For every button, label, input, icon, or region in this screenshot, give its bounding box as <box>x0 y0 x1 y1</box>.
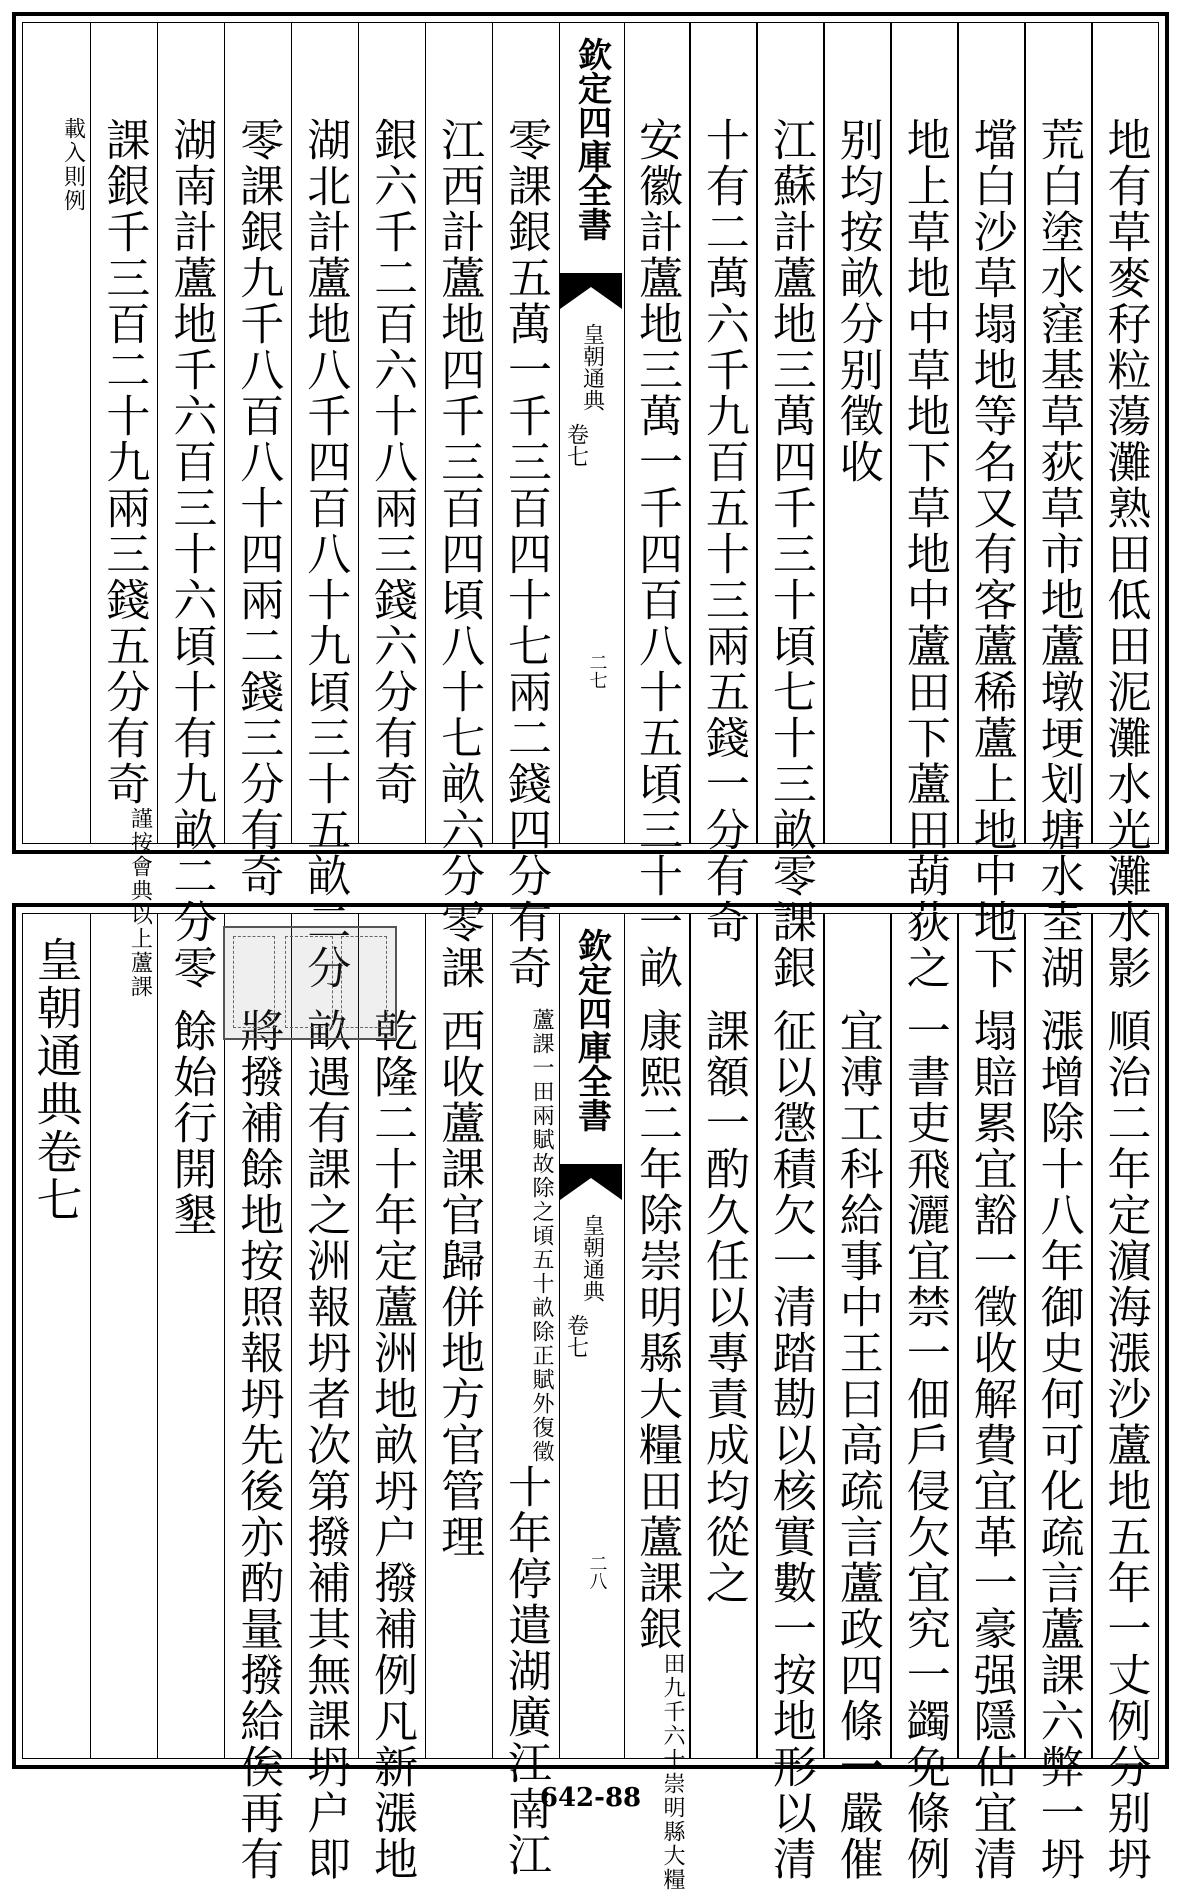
column-main-text: 宜溥工科給事中王曰高疏言蘆政四條一嚴催 <box>831 1008 883 1882</box>
column-text <box>362 1008 420 1882</box>
column-rule <box>492 914 494 1758</box>
column-text <box>496 1008 554 1878</box>
bottom-text-column <box>224 914 291 1882</box>
column-text <box>1029 1008 1087 1882</box>
column-rule <box>90 23 92 843</box>
inline-note <box>60 117 85 213</box>
column-text <box>295 1008 353 1882</box>
book-title: 欽定四庫全書 <box>571 37 612 241</box>
column-text <box>228 1008 286 1882</box>
column-text <box>496 117 554 991</box>
column-main-text: 壋白沙草塌地等名又有客蘆稀蘆上地中地下 <box>965 117 1017 991</box>
top-text-column <box>425 23 492 991</box>
column-rule <box>224 23 226 843</box>
bottom-text-column <box>957 914 1024 1882</box>
column-rule <box>823 23 825 843</box>
bottom-text-column <box>890 914 957 1882</box>
column-main-text: 順治二年定濵海漲沙蘆地五年一丈例分别坍 <box>1099 1008 1151 1882</box>
column-main-text: 將撥補餘地按照報坍先後亦酌量撥給俟再有 <box>232 1008 284 1882</box>
bottom-text-column <box>823 914 890 1882</box>
inline-note-line: 崇明縣大糧 <box>659 1772 685 1892</box>
top-text-column <box>291 23 358 991</box>
column-text <box>761 117 819 991</box>
column-main-text: 一書吏飛灑宜禁一佃戶侵欠宜究一蠲免條例 <box>898 1008 950 1882</box>
column-rule <box>157 914 159 1758</box>
column-main-text: 漲增除十八年御史何可化疏言蘆課六弊一坍 <box>1032 1008 1084 1882</box>
juan-number: 卷七 <box>563 423 589 467</box>
column-rule <box>358 23 360 843</box>
column-text <box>429 117 487 991</box>
bottom-text-column <box>689 914 756 1758</box>
column-main-text: 皇朝通典卷七 <box>29 936 84 1224</box>
column-rule <box>756 914 758 1758</box>
seal-glyph-block <box>341 936 387 1028</box>
column-rule <box>957 23 959 843</box>
bottom-center-band <box>559 914 625 1758</box>
volume-title <box>27 936 85 1224</box>
column-text <box>295 117 353 991</box>
column-main-text: 安徽計蘆地三萬一千四百八十五頃三十一畝 <box>630 117 682 991</box>
work-title: 皇朝通典 <box>579 1214 605 1302</box>
top-text-column <box>90 23 157 999</box>
column-main-text: 地有草麥秄粒蕩灘熟田低田泥灘水光灘水影 <box>1099 117 1151 991</box>
column-rule <box>689 914 691 1758</box>
column-rule <box>890 914 892 1758</box>
bottom-text-column <box>23 914 90 1758</box>
collector-seal-stamp <box>223 926 397 1040</box>
column-rule <box>1024 23 1026 843</box>
inline-note-line: 頃五十畝除正賦外復徵 <box>529 1224 555 1464</box>
top-text-column <box>23 23 90 843</box>
work-title: 皇朝通典 <box>579 323 605 411</box>
fishtail-mark-icon <box>560 273 622 309</box>
bottom-text-column <box>358 914 425 1882</box>
column-main-text: 塌賠累宜豁一徵收解費宜革一豪强隱佔宜清 <box>965 1008 1017 1882</box>
column-main-text: 别均按畝分别徵收 <box>831 117 883 485</box>
column-rule <box>756 23 758 843</box>
inline-note <box>660 1652 685 1892</box>
top-page-inner-border <box>22 22 1159 999</box>
juan-number: 卷七 <box>563 1314 589 1358</box>
column-main-text: 課額一酌久任以專責成均從之 <box>697 1008 749 1606</box>
column-rule <box>291 23 293 843</box>
page-number: 二七 <box>586 653 608 689</box>
inline-note-line: 田九千六十 <box>659 1652 685 1772</box>
column-main-text: 銀六千二百六十八兩三錢六分有奇 <box>366 117 418 807</box>
column-rule <box>157 23 159 843</box>
inline-note-line: 以上蘆課 <box>127 903 153 999</box>
column-main-text: 江蘇計蘆地三萬四千三十頃七十三畝零課銀 <box>764 117 816 991</box>
column-rule <box>1091 914 1093 1758</box>
bottom-text-column <box>623 914 690 1892</box>
column-rule <box>1091 23 1093 843</box>
seal-glyph-block <box>233 936 275 1028</box>
column-main-text: 地上草地中草地下草地中蘆田下蘆田葫荻之 <box>898 117 950 991</box>
top-text-column <box>957 23 1024 991</box>
bottom-text-column <box>291 914 358 1882</box>
column-main-text: 湖北計蘆地八千四百八十九頃三十五畝二分 <box>299 117 351 991</box>
book-title: 欽定四庫全書 <box>571 928 612 1132</box>
bottom-text-column <box>157 914 224 1758</box>
top-text-column <box>1091 23 1158 991</box>
inline-note-line: 則例 <box>60 165 86 213</box>
top-text-column <box>157 23 224 991</box>
column-text <box>429 1008 487 1560</box>
column-text <box>761 1008 819 1882</box>
column-text <box>228 117 286 899</box>
bottom-text-column <box>1091 914 1158 1882</box>
inline-note-line: 謹按會典 <box>127 807 153 903</box>
bottom-text-column <box>492 914 559 1878</box>
column-rule <box>291 914 293 1758</box>
column-text <box>895 1008 953 1882</box>
column-main-text: 湖南計蘆地千六百三十六頃十有九畝二分零 <box>165 117 217 991</box>
column-text <box>161 1008 219 1238</box>
top-text-column <box>1024 23 1091 991</box>
column-text <box>1096 117 1154 991</box>
column-text <box>694 1008 752 1606</box>
column-main-text: 課銀千三百二十九兩三錢五分有奇 <box>98 117 150 807</box>
column-main-text: 荒白塗水窪基草荻草市地蘆墩埂划塘水坴湖 <box>1032 117 1084 991</box>
column-text <box>1096 1008 1154 1882</box>
column-rule <box>425 23 427 843</box>
column-text <box>627 117 685 991</box>
column-text <box>161 117 219 991</box>
bottom-text-column <box>90 914 157 1758</box>
column-main-text: 餘始行開墾 <box>165 1008 217 1238</box>
column-main-text: 十有二萬六千九百五十三兩五錢一分有奇 <box>697 117 749 945</box>
bottom-text-column <box>756 914 823 1882</box>
column-text <box>962 1008 1020 1882</box>
column-rule <box>1024 914 1026 1758</box>
column-rule <box>358 914 360 1758</box>
bottom-text-column <box>425 914 492 1758</box>
column-rule <box>492 23 494 843</box>
column-text <box>1029 117 1087 991</box>
column-rule <box>689 23 691 843</box>
top-page-frame <box>12 12 1169 999</box>
top-text-column <box>823 23 890 843</box>
inline-note-line: 載入 <box>60 117 86 165</box>
inline-note <box>529 1008 554 1464</box>
page-number: 二八 <box>586 1554 608 1590</box>
top-text-column <box>890 23 957 991</box>
top-text-column <box>492 23 559 991</box>
column-text <box>962 117 1020 991</box>
bottom-text-column <box>1024 914 1091 1882</box>
top-text-column <box>689 23 756 945</box>
column-text <box>362 117 420 807</box>
column-main-text: 畝遇有課之洲報坍者次第撥補其無課坍户即 <box>299 1008 351 1882</box>
column-main-text: 零課銀九千八百八十四兩二錢三分有奇 <box>232 117 284 899</box>
column-main-text: 乾隆二十年定蘆洲地畝坍户撥補例凡新漲地 <box>366 1008 418 1882</box>
column-text <box>828 1008 886 1882</box>
column-main-text: 零課銀五萬一千三百四十七兩二錢四分有奇 <box>500 117 552 991</box>
column-text <box>627 1008 685 1892</box>
column-text <box>694 117 752 945</box>
column-rule <box>425 914 427 1758</box>
seal-glyph-block <box>285 936 333 1028</box>
column-main-text: 康熙二年除崇明縣大糧田蘆課銀 <box>630 1008 682 1652</box>
fishtail-mark-icon <box>560 1164 622 1200</box>
inline-note-line: 蘆課一田兩賦故除之 <box>529 1008 555 1224</box>
column-rule <box>957 914 959 1758</box>
column-text <box>828 117 886 485</box>
column-text <box>27 117 85 213</box>
column-main-text: 征以懲積欠一清踏勘以核實數一按地形以清 <box>764 1008 816 1882</box>
top-text-column <box>224 23 291 899</box>
top-center-band <box>559 23 625 843</box>
column-rule <box>224 914 226 1758</box>
column-text <box>94 117 152 999</box>
top-text-column <box>623 23 690 991</box>
top-text-column <box>756 23 823 991</box>
column-main-text: 十年停遣湖廣江南江 <box>500 1464 552 1878</box>
column-rule <box>90 914 92 1758</box>
column-main-text: 西收蘆課官歸併地方官管理 <box>433 1008 485 1560</box>
column-main-text: 江西計蘆地四千三百四頃八十七畝六分零課 <box>433 117 485 991</box>
top-text-column <box>358 23 425 843</box>
column-rule <box>890 23 892 843</box>
column-rule <box>823 914 825 1758</box>
column-text <box>895 117 953 991</box>
page-footer-number: 642-88 <box>539 1783 642 1813</box>
